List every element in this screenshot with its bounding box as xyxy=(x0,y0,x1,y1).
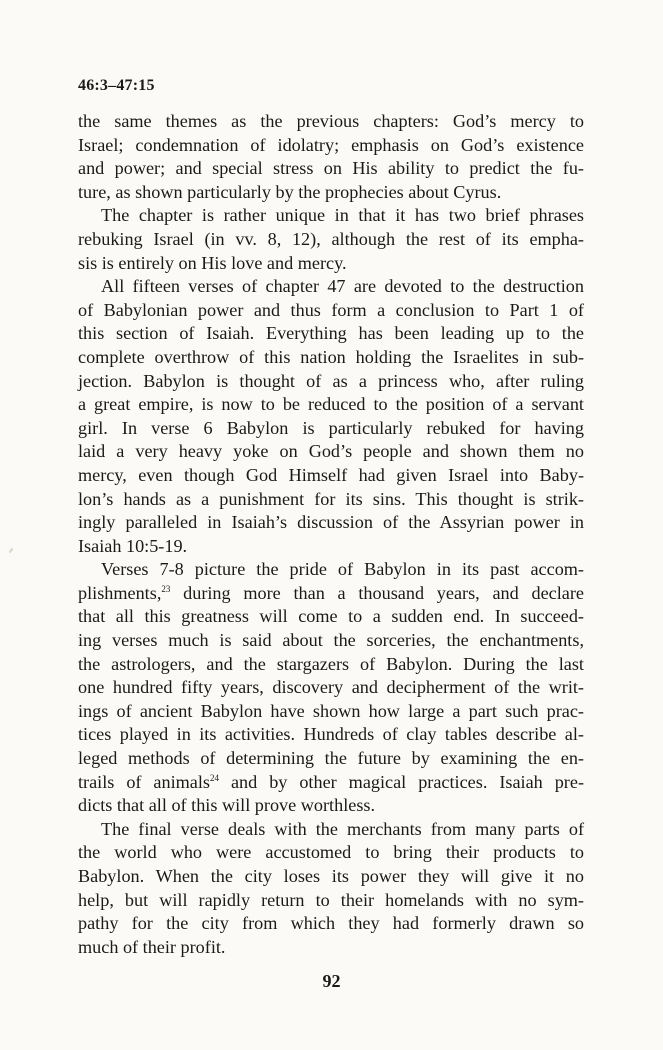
text-line: Verses 7-8 picture the pride of Babylon in its past accom- xyxy=(101,559,584,580)
paragraph xyxy=(78,818,584,960)
text-line: ings of ancient Babylon have shown how large a part such prac- xyxy=(78,700,584,721)
text-line: The chapter is rather unique in that it has two brief phrases xyxy=(101,205,584,226)
paragraph xyxy=(78,558,584,818)
text-line: ture, as shown particularly by the prophecies about Cyrus. xyxy=(78,181,502,202)
text-line: laid a very heavy yoke on God’s people and shown them no xyxy=(78,441,584,462)
text-line: that all this greatness will come to a sudden end. In succeed- xyxy=(78,606,584,627)
text-line: The final verse deals with the merchants from many parts of xyxy=(101,818,584,839)
footnote-ref: 24 xyxy=(210,772,220,783)
text-line: Israel; condemnation of idolatry; emphasis on God’s existence xyxy=(78,134,584,155)
text-line: lon’s hands as a punishment for its sins. This thought is strik- xyxy=(78,488,584,509)
text-line: of Babylonian power and thus form a conclusion to Part 1 of xyxy=(78,299,584,320)
footnote-ref: 23 xyxy=(161,583,171,594)
text-line: the same themes as the previous chapters: God’s mercy to xyxy=(78,111,584,131)
text-line: plishments,$^{23}$ during more than a thousand years, and declare xyxy=(78,582,584,603)
text-line: Babylon. When the city loses its power they will give it no xyxy=(78,866,584,886)
paper-speck xyxy=(9,548,14,553)
text-line: girl. In verse 6 Babylon is particularly rebuked for having xyxy=(78,417,584,438)
paragraph xyxy=(78,275,584,558)
text-line: pathy for the city from which they had formerly drawn so xyxy=(78,913,584,934)
text-line: dicts that all of this will prove worthless. xyxy=(78,795,376,816)
text-line: mercy, even though God Himself had given Israel into Baby- xyxy=(78,464,584,485)
paragraph xyxy=(78,110,584,204)
text-line: a great empire, is now to be reduced to the position of a servant xyxy=(78,394,584,415)
body-text xyxy=(78,110,584,959)
text-line: the world who were accustomed to bring their products to xyxy=(78,842,584,863)
text-line: complete overthrow of this nation holding the Israelites in sub- xyxy=(78,346,584,367)
text-line: tices played in its activities. Hundreds of clay tables describe al- xyxy=(78,724,584,745)
text-line: sis is entirely on His love and mercy. xyxy=(78,252,347,273)
text-line: help, but will rapidly return to their homelands with no sym- xyxy=(78,889,584,910)
text-line: rebuking Israel (in vv. 8, 12), although the rest of its empha- xyxy=(78,228,584,249)
text-line: ing verses much is said about the sorceries, the enchantments, xyxy=(78,630,584,651)
text-line: Isaiah 10:5-19. xyxy=(78,535,188,556)
text-line: leged methods of determining the future by examining the en- xyxy=(78,748,584,769)
text-line: ingly paralleled in Isaiah’s discussion of the Assyrian power in xyxy=(78,512,584,533)
page-number: 92 xyxy=(322,971,341,991)
text-line: trails of animals$^{24}$ and by other magical practices. Isaiah pre- xyxy=(78,771,584,792)
text-line: jection. Babylon is thought of as a princess who, after ruling xyxy=(78,370,584,391)
text-line: much of their profit. xyxy=(78,936,226,957)
text-line: this section of Isaiah. Everything has been leading up to the xyxy=(78,323,584,344)
text-line: and power; and special stress on His ability to predict the fu- xyxy=(78,158,584,179)
text-line: All fifteen verses of chapter 47 are devoted to the destruction xyxy=(101,276,584,297)
text-line: the astrologers, and the stargazers of Babylon. During the last xyxy=(78,653,584,674)
paragraph xyxy=(78,204,584,275)
running-head: 46:3–47:15 xyxy=(78,77,155,94)
text-line: one hundred fifty years, discovery and decipherment of the writ- xyxy=(78,677,584,698)
